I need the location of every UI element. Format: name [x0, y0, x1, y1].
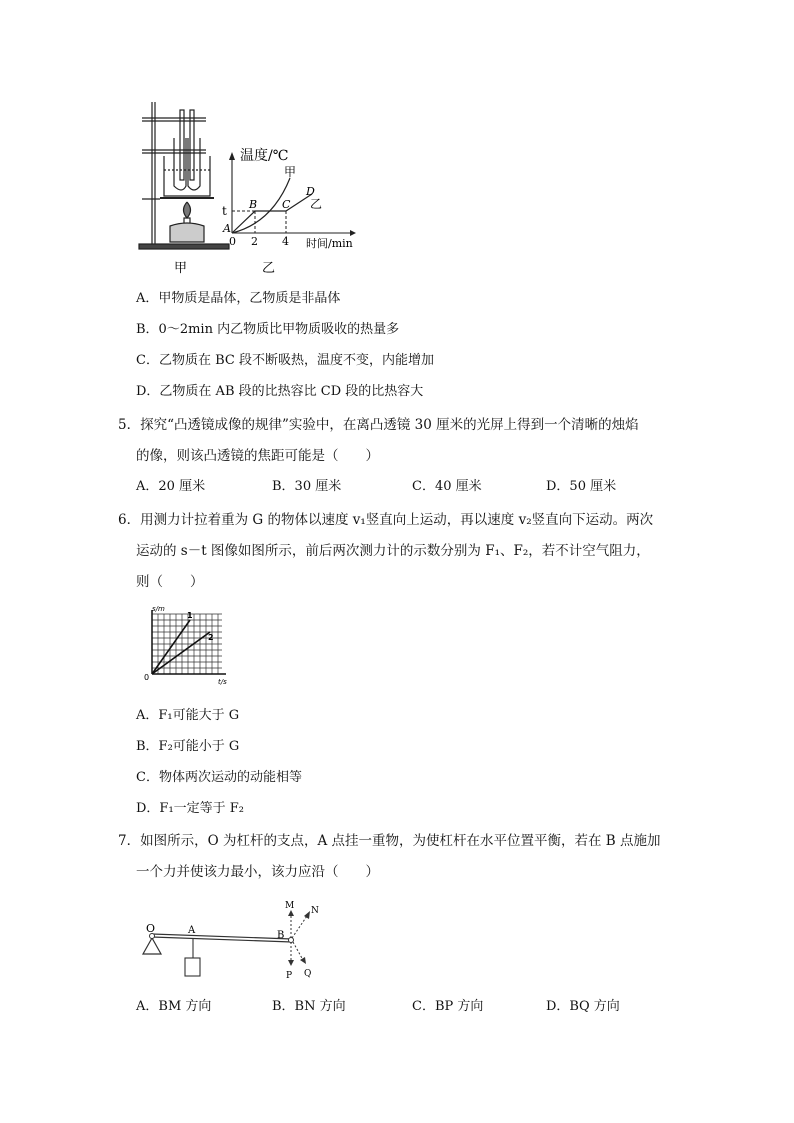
label-m: M [285, 901, 295, 911]
heating-apparatus-figure [139, 102, 229, 249]
hanging-weight [185, 958, 200, 976]
q5-option-a: A．20 厘米 [136, 479, 206, 494]
axis-x-label: 时间/min [306, 237, 353, 250]
q6-stem-line2: 运动的 s－t 图像如图所示，前后两次测力计的示数分别为 F₁、F₂，若不计空气阻力， [136, 543, 650, 559]
right-caption: 乙 [262, 261, 276, 276]
graph-x-label: t/s [218, 678, 227, 686]
q4-option-a: A．甲物质是晶体，乙物质是非晶体 [136, 291, 341, 306]
point-d-label: D [306, 185, 315, 198]
q6-stem-line1: 6．用测力计拉着重为 G 的物体以速度 v₁竖直向上运动，再以速度 v₂竖直向下运动。两次 [118, 512, 654, 528]
label-o: O [146, 922, 156, 935]
label-n: N [311, 906, 319, 916]
q5-stem-line2: 的像，则该凸透镜的焦距可能是（ ） [136, 448, 379, 464]
q7-stem-line2: 一个力并使该力最小，该力应沿（ ） [136, 864, 379, 880]
point-b-label: B [249, 198, 258, 211]
curve-jia-label: 甲 [284, 165, 297, 179]
fulcrum [143, 938, 161, 954]
q5-option-c: C．40 厘米 [412, 479, 482, 494]
q6-option-a: A．F₁可能大于 G [136, 708, 240, 723]
q5-stem-line1: 5．探究“凸透镜成像的规律”实验中，在离凸透镜 30 厘米的光屏上得到一个清晰的烛焰 [118, 417, 639, 433]
point-a-label: A [223, 222, 231, 235]
q7-option-c: C．BP 方向 [412, 999, 484, 1014]
curve-yi [232, 194, 312, 233]
q4-option-b: B．0～2min 内乙物质比甲物质吸收的热量多 [136, 322, 400, 337]
t-label: t [222, 204, 227, 218]
q7-stem-line1: 7．如图所示，O 为杠杆的支点，A 点挂一重物，为使杠杆在水平位置平衡，若在 B 点施加 [118, 833, 661, 849]
left-caption: 甲 [174, 261, 188, 276]
q7-lever-figure [140, 896, 340, 986]
q5-option-b: B．30 厘米 [272, 479, 342, 494]
q5-option-d: D．50 厘米 [546, 479, 617, 494]
label-b: B [277, 930, 285, 941]
tick-0: 0 [229, 235, 236, 248]
q6-option-c: C．物体两次运动的动能相等 [136, 770, 302, 785]
graph-line-2-label: 2 [208, 633, 214, 642]
label-q: Q [304, 969, 312, 979]
q6-stem-line3: 则（ ） [136, 574, 204, 590]
q4-option-d: D．乙物质在 AB 段的比热容比 CD 段的比热容大 [136, 384, 424, 399]
curve-yi-label: 乙 [310, 197, 323, 211]
q6-st-graph [142, 604, 242, 689]
axis-y-label: 温度/℃ [240, 148, 289, 164]
q6-option-d: D．F₁一定等于 F₂ [136, 801, 245, 816]
q4-option-c: C．乙物质在 BC 段不断吸热，温度不变，内能增加 [136, 353, 434, 368]
point-c-label: C [282, 198, 291, 211]
q7-option-a: A．BM 方向 [136, 999, 212, 1014]
q7-option-b: B．BN 方向 [272, 999, 346, 1014]
tick-2: 2 [251, 235, 258, 248]
q6-option-b: B．F₂可能小于 G [136, 739, 240, 754]
label-a: A [188, 925, 196, 936]
temperature-time-graph [222, 147, 356, 250]
label-p: P [286, 971, 293, 981]
graph-line-1-label: 1 [187, 611, 193, 620]
q4-figure [134, 98, 374, 278]
q7-option-d: D．BQ 方向 [546, 999, 620, 1014]
tick-4: 4 [282, 235, 289, 248]
graph-origin: 0 [144, 673, 150, 682]
graph-y-label: s/m [152, 605, 165, 613]
